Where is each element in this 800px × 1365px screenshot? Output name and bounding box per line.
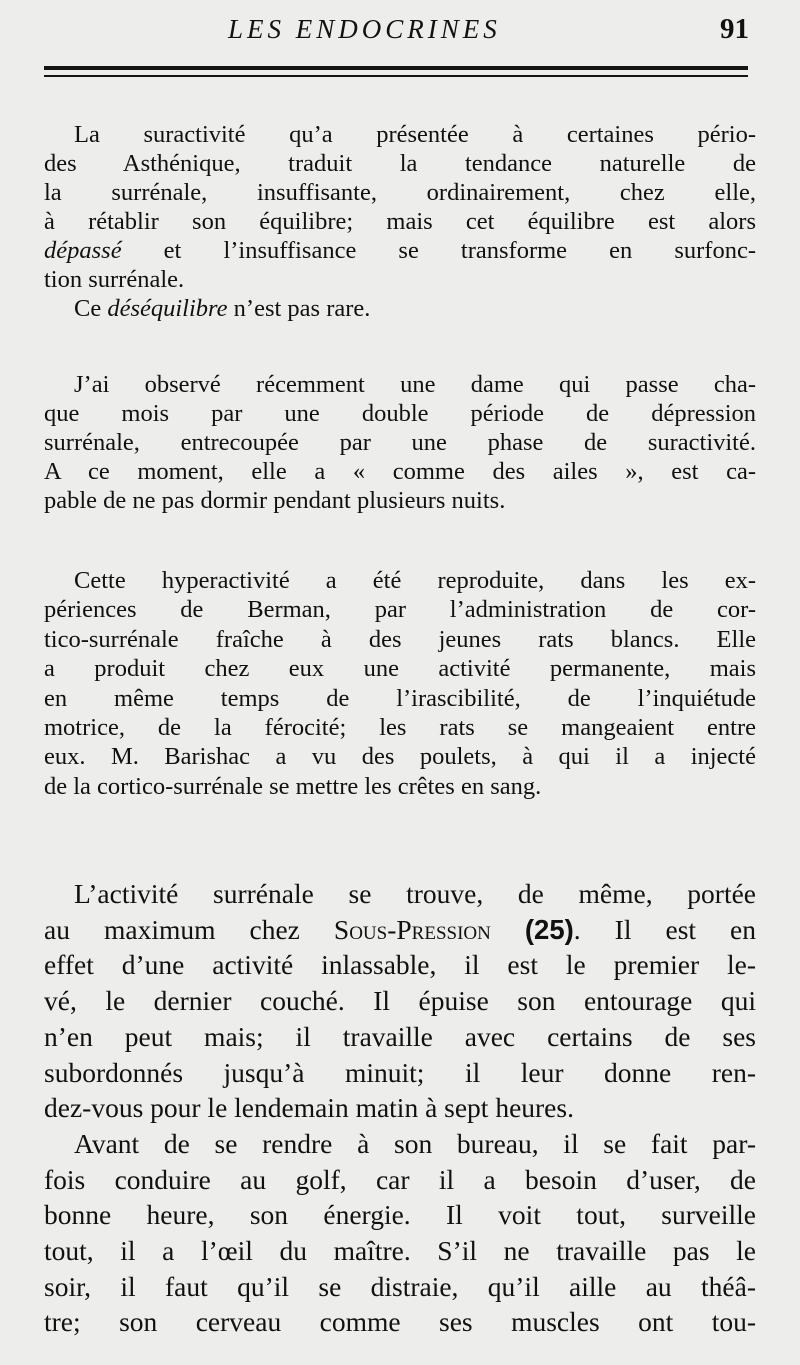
text-line: des Asthénique, traduit la tendance naturelle de — [44, 150, 756, 177]
page-header — [0, 0, 800, 60]
paragraph — [44, 370, 756, 515]
text-line: Cette hyperactivité a été reproduite, dans les ex- — [74, 567, 756, 594]
text-line: La suractivité qu’a présentée à certaines pério- — [74, 121, 756, 148]
text-line: surrénale, entrecoupée par une phase de suractivité. — [44, 429, 756, 456]
text-block-1 — [44, 120, 756, 323]
paragraph — [44, 566, 756, 801]
italic-term: dépassé — [44, 237, 122, 264]
text-line: motrice, de la férocité; les rats se mangeaient entre — [44, 714, 756, 742]
text-line: a produit chez eux une activité permanente, mais — [44, 655, 756, 683]
text-line: A ce moment, elle a « comme des ailes », est ca- — [44, 458, 756, 485]
text-line: de la cortico-surrénale se mettre les crêtes en sang. — [44, 772, 542, 800]
text-fragment: au maximum chez — [44, 913, 334, 945]
text-line: L’activité surrénale se trouve, de même, portée — [74, 878, 756, 909]
text-line: en même temps de l’irascibilité, de l’inquiétude — [44, 684, 756, 712]
paragraph — [44, 294, 756, 323]
text-fragment: n’est pas rare. — [227, 295, 371, 322]
text-line: dez-vous pour le lendemain matin à sept heures. — [44, 1092, 574, 1124]
text-line: J’ai observé récemment une dame qui passe cha- — [74, 371, 756, 398]
text-block-4 — [44, 876, 756, 1340]
text-line-italic-start — [44, 236, 756, 265]
text-line: eux. M. Barishac a vu des poulets, à qui il a injecté — [44, 743, 756, 771]
text-block-2 — [44, 370, 756, 515]
text-line: subordonnés jusqu’à minuit; il leur donne ren- — [44, 1056, 756, 1088]
text-line: vé, le dernier couché. Il épuise son entourage qui — [44, 985, 756, 1017]
text-fragment: et l’insuffisance se transforme en surfonc- — [121, 237, 756, 264]
header-rule-thin — [44, 75, 748, 77]
text-line: tion surrénale. — [44, 266, 185, 293]
text-fragment: Ce — [74, 295, 108, 322]
text-line: que mois par une double période de dépression — [44, 400, 756, 427]
text-block-3 — [44, 566, 756, 801]
text-line — [44, 294, 756, 323]
paragraph — [44, 876, 756, 1126]
text-line: pable de ne pas dormir pendant plusieurs nuits. — [44, 487, 506, 514]
text-line: à rétablir son équilibre; mais cet équilibre est alors — [44, 208, 756, 235]
text-line: tre; son cerveau comme ses muscles ont tou- — [44, 1306, 756, 1338]
text-line: tout, il a l’œil du maître. S’il ne travaille pas le — [44, 1235, 756, 1267]
header-rule-thick — [44, 66, 748, 70]
paragraph — [44, 1126, 756, 1340]
paragraph — [44, 120, 756, 294]
page-number: 91 — [720, 13, 749, 45]
text-line: Avant de se rendre à son bureau, il se fait par- — [74, 1127, 756, 1159]
running-title: LES ENDOCRINES — [228, 14, 501, 44]
text-line: effet d’une activité inlassable, il est le premier le- — [44, 949, 756, 981]
text-line: n’en peut mais; il travaille avec certains de ses — [44, 1020, 756, 1052]
character-name: Sous-Pression — [333, 913, 491, 945]
figure-reference: (25) — [524, 913, 574, 945]
text-fragment: . Il est en — [573, 913, 757, 945]
text-line: la surrénale, insuffisante, ordinairement, chez elle, — [44, 179, 756, 206]
text-line — [44, 912, 756, 948]
italic-term: déséquilibre — [107, 295, 228, 322]
text-line: soir, il faut qu’il se distraie, qu’il aille au théâ- — [44, 1270, 756, 1302]
text-line: fois conduire au golf, car il a besoin d’user, de — [44, 1163, 756, 1195]
text-line: bonne heure, son énergie. Il voit tout, surveille — [44, 1199, 756, 1231]
text-line: tico-surrénale fraîche à des jeunes rats blancs. Elle — [44, 625, 756, 653]
text-line: périences de Berman, par l’administration de cor- — [44, 596, 756, 624]
